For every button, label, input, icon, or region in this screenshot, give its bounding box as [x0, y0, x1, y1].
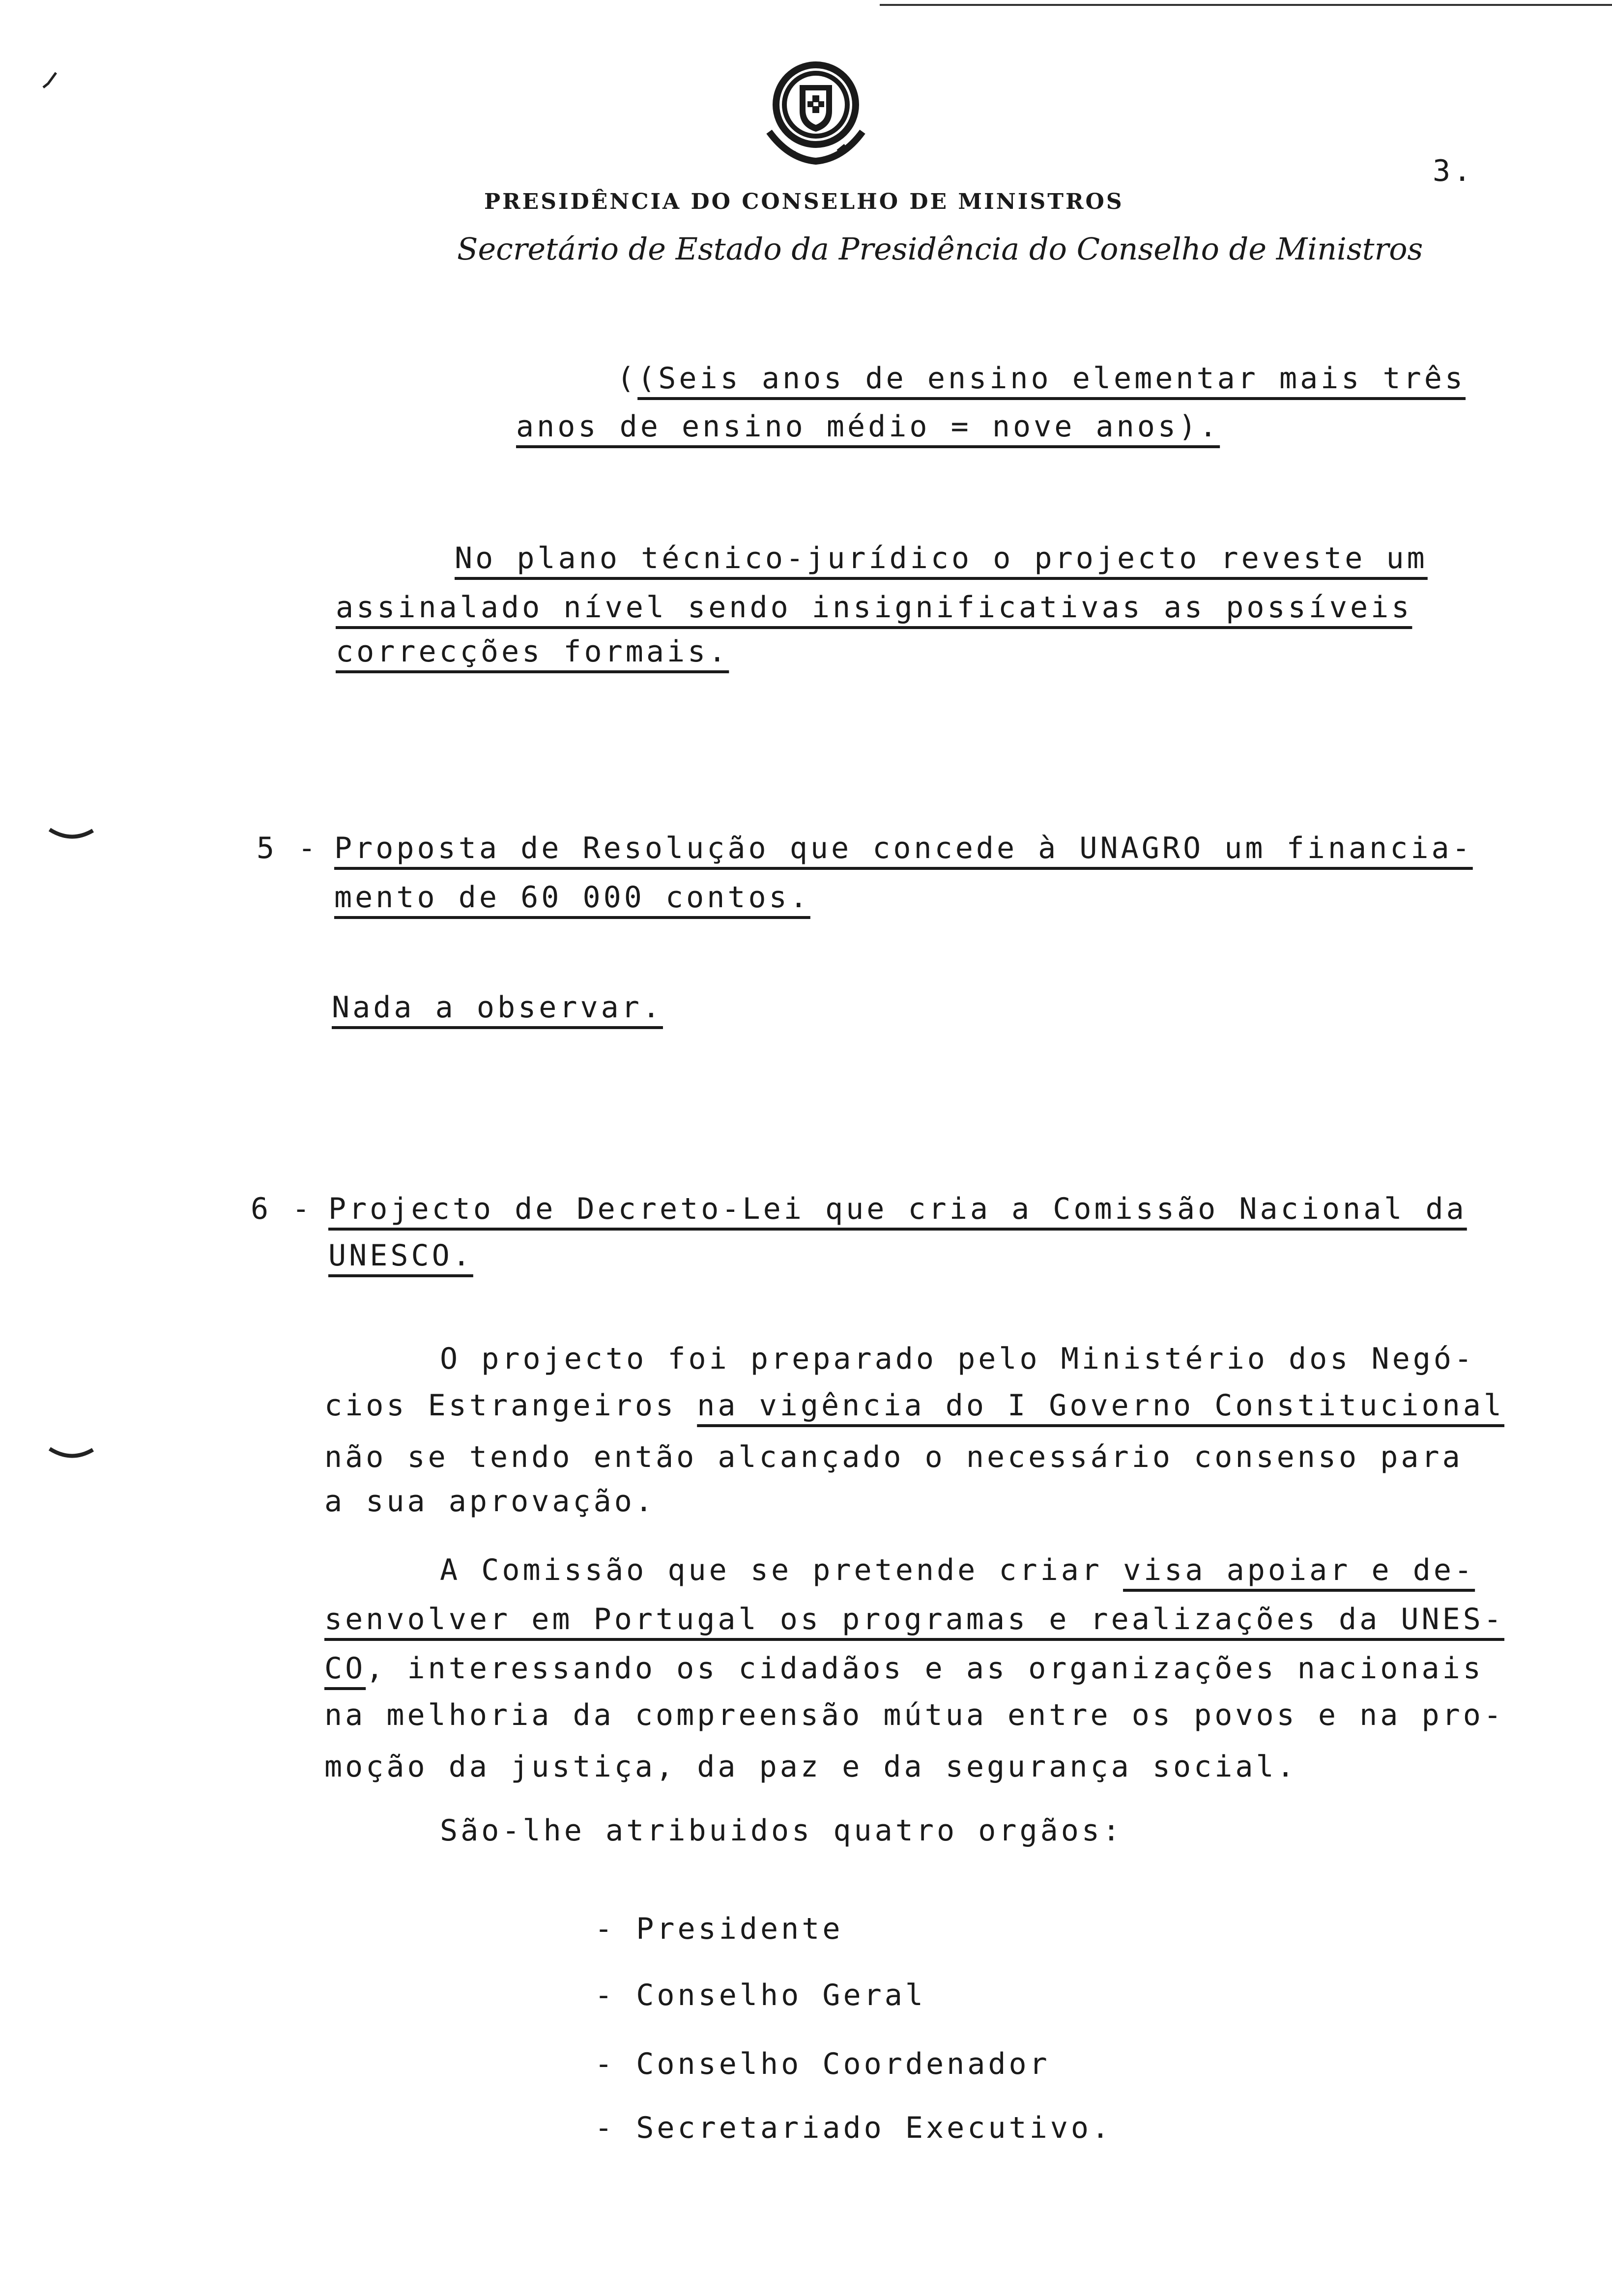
- page-number: 3.: [1433, 154, 1474, 188]
- list-item: - Conselho Geral: [595, 1978, 926, 2012]
- paragraph-line: a sua aprovação.: [324, 1484, 656, 1519]
- paragraph-line: O projecto foi preparado pelo Ministério dos Negó-: [440, 1342, 1475, 1376]
- plain-text: , interessando os cidadãos e as organizações nacionais: [366, 1651, 1484, 1686]
- paragraph-line: [324, 1651, 1484, 1686]
- margin-bracket-mark: [47, 1445, 96, 1464]
- item-number: 5 -: [257, 831, 319, 865]
- coat-of-arms-emblem: [759, 58, 872, 169]
- paragraph-line: [324, 1388, 1505, 1423]
- underlined-text: CO: [324, 1651, 366, 1686]
- top-border-line: [880, 4, 1612, 6]
- paragraph-line: senvolver em Portugal os programas e realizações da UNES-: [324, 1602, 1505, 1636]
- paragraph-line: na melhoria da compreensão mútua entre os povos e na pro-: [324, 1698, 1505, 1732]
- underlined-text: na vigência do I Governo Constitucional: [697, 1388, 1505, 1423]
- underlined-text: visa apoiar e de-: [1123, 1553, 1475, 1587]
- margin-check-mark: [39, 69, 59, 93]
- header-secretariat: Secretário de Estado da Presidência do Conselho de Ministros: [457, 231, 1423, 267]
- paragraph-line: São-lhe atribuidos quatro orgãos:: [440, 1813, 1123, 1848]
- item-title: mento de 60 000 contos.: [334, 880, 810, 915]
- paragraph-line: correcções formais.: [336, 634, 729, 669]
- margin-bracket-mark: [47, 826, 96, 845]
- plain-text: cios Estrangeiros: [324, 1388, 697, 1423]
- item-title: UNESCO.: [328, 1238, 473, 1273]
- underlined-text: (Seis anos de ensino elementar mais três: [637, 361, 1466, 396]
- item-title: Projecto de Decreto-Lei que cria a Comissão Nacional da: [328, 1192, 1467, 1226]
- list-item: - Conselho Coordenador: [595, 2047, 1050, 2081]
- paragraph-line: não se tendo então alcançado o necessário consenso para: [324, 1440, 1463, 1474]
- list-item: - Secretariado Executivo.: [595, 2111, 1113, 2145]
- paragraph-line: moção da justiça, da paz e da segurança social.: [324, 1750, 1297, 1784]
- continuation-line: ((Seis anos de ensino elementar mais três: [617, 361, 1466, 396]
- header-organization: PRESIDÊNCIA DO CONSELHO DE MINISTROS: [484, 189, 1124, 214]
- paragraph-line: [440, 1555, 1475, 1585]
- continuation-line: anos de ensino médio = nove anos).: [516, 409, 1220, 444]
- list-item: - Presidente: [595, 1912, 843, 1946]
- paragraph-line: assinalado nível sendo insignificativas as possíveis: [336, 590, 1412, 625]
- plain-text: A Comissão que se pretende criar: [440, 1553, 1123, 1587]
- item-number: 6 -: [251, 1192, 313, 1226]
- item-comment: Nada a observar.: [332, 990, 663, 1025]
- item-title: Proposta de Resolução que concede à UNAGRO um financia-: [334, 831, 1473, 865]
- paragraph-line: No plano técnico-jurídico o projecto reveste um: [455, 541, 1428, 575]
